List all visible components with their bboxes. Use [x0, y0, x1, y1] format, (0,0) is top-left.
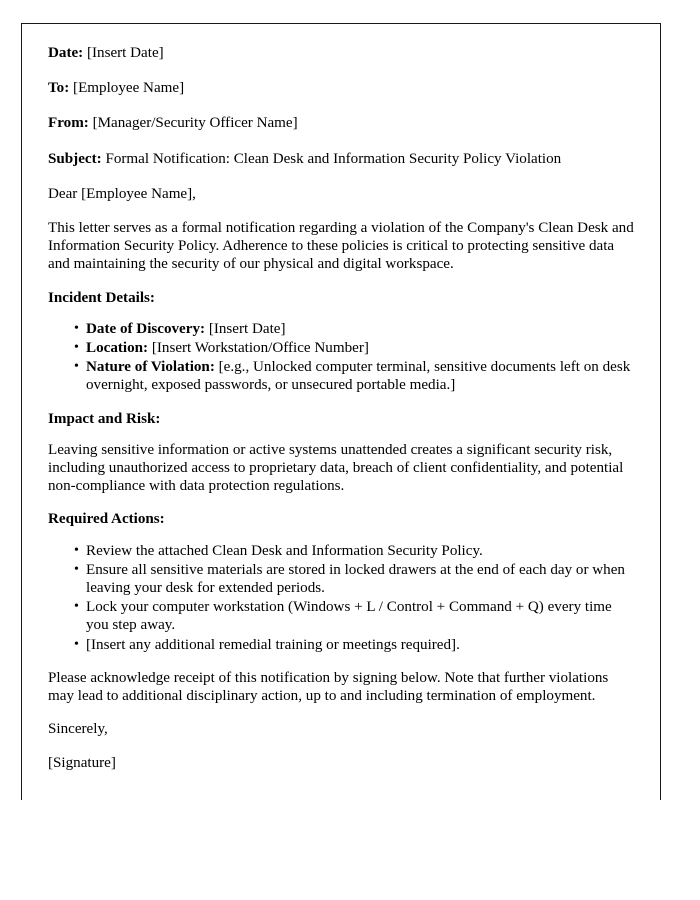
list-item-text: Lock your computer workstation (Windows + L / Control + Command + Q) every time you step away.: [86, 599, 612, 634]
list-item-text: [Insert Date]: [208, 320, 286, 337]
list-item: [86, 561, 634, 597]
list-item-label: Nature of Violation:: [86, 359, 215, 376]
field-to-value: [Employee Name]: [73, 80, 185, 97]
incident-details-list: [48, 320, 634, 395]
field-subject-value: Formal Notification: Clean Desk and Information Security Policy Violation: [105, 150, 562, 167]
list-item: [86, 358, 634, 394]
acknowledgement-paragraph: Please acknowledge receipt of this notification by signing below. Note that further violations may lead to additional disciplinary action, up to and including termination of employment.: [48, 669, 609, 705]
field-from-value: [Manager/Security Officer Name]: [92, 115, 298, 132]
list-item: [86, 598, 634, 634]
incident-details-heading: Incident Details:: [48, 289, 155, 306]
impact-and-risk-paragraph: Leaving sensitive information or active systems unattended creates a significant security risk, including unauthorized access to proprietary data, breach of client confidentiality, and potential non-compliance with data protection regulations.: [48, 441, 624, 495]
required-actions-list: [48, 542, 634, 654]
list-item-label: Location:: [86, 340, 149, 357]
field-date-label: Date:: [48, 45, 84, 61]
list-item-text: [Insert Workstation/Office Number]: [151, 340, 369, 357]
list-item: [86, 542, 634, 560]
impact-and-risk-heading: Impact and Risk:: [48, 410, 161, 427]
signature-placeholder: [Signature]: [48, 755, 116, 772]
field-to: [48, 79, 634, 97]
field-subject-label: Subject:: [48, 150, 102, 167]
list-item-text: [e.g., Unlocked computer terminal, sensitive documents left on desk overnight, exposed passwords, or unsecured portable media.]: [86, 359, 631, 394]
field-to-label: To:: [48, 80, 70, 97]
field-subject: [48, 150, 634, 168]
field-date: [48, 44, 634, 62]
list-item-label: Date of Discovery:: [86, 320, 206, 337]
field-from: [48, 114, 634, 132]
required-actions-heading: Required Actions:: [48, 511, 165, 528]
letter-body: [48, 44, 634, 773]
list-item-text: Ensure all sensitive materials are stored in locked drawers at the end of each day or when leaving your desk for extended periods.: [86, 561, 625, 597]
field-from-label: From:: [48, 115, 89, 132]
list-item: [86, 339, 634, 357]
list-item: [86, 636, 634, 654]
closing: Sincerely,: [48, 721, 108, 738]
intro-paragraph: This letter serves as a formal notification regarding a violation of the Company's Clean Desk and Information Security Policy. Adherence to these policies is critical to protecting sensitive data and maintaining the security of our physical and digital workspace.: [48, 220, 634, 273]
list-item-text: [Insert any additional remedial training or meetings required].: [86, 636, 460, 653]
document-page-frame: [21, 23, 661, 800]
salutation: Dear [Employee Name],: [48, 185, 196, 202]
field-date-value: [Insert Date]: [86, 45, 164, 61]
list-item: [86, 320, 634, 338]
list-item-text: Review the attached Clean Desk and Information Security Policy.: [86, 542, 483, 559]
